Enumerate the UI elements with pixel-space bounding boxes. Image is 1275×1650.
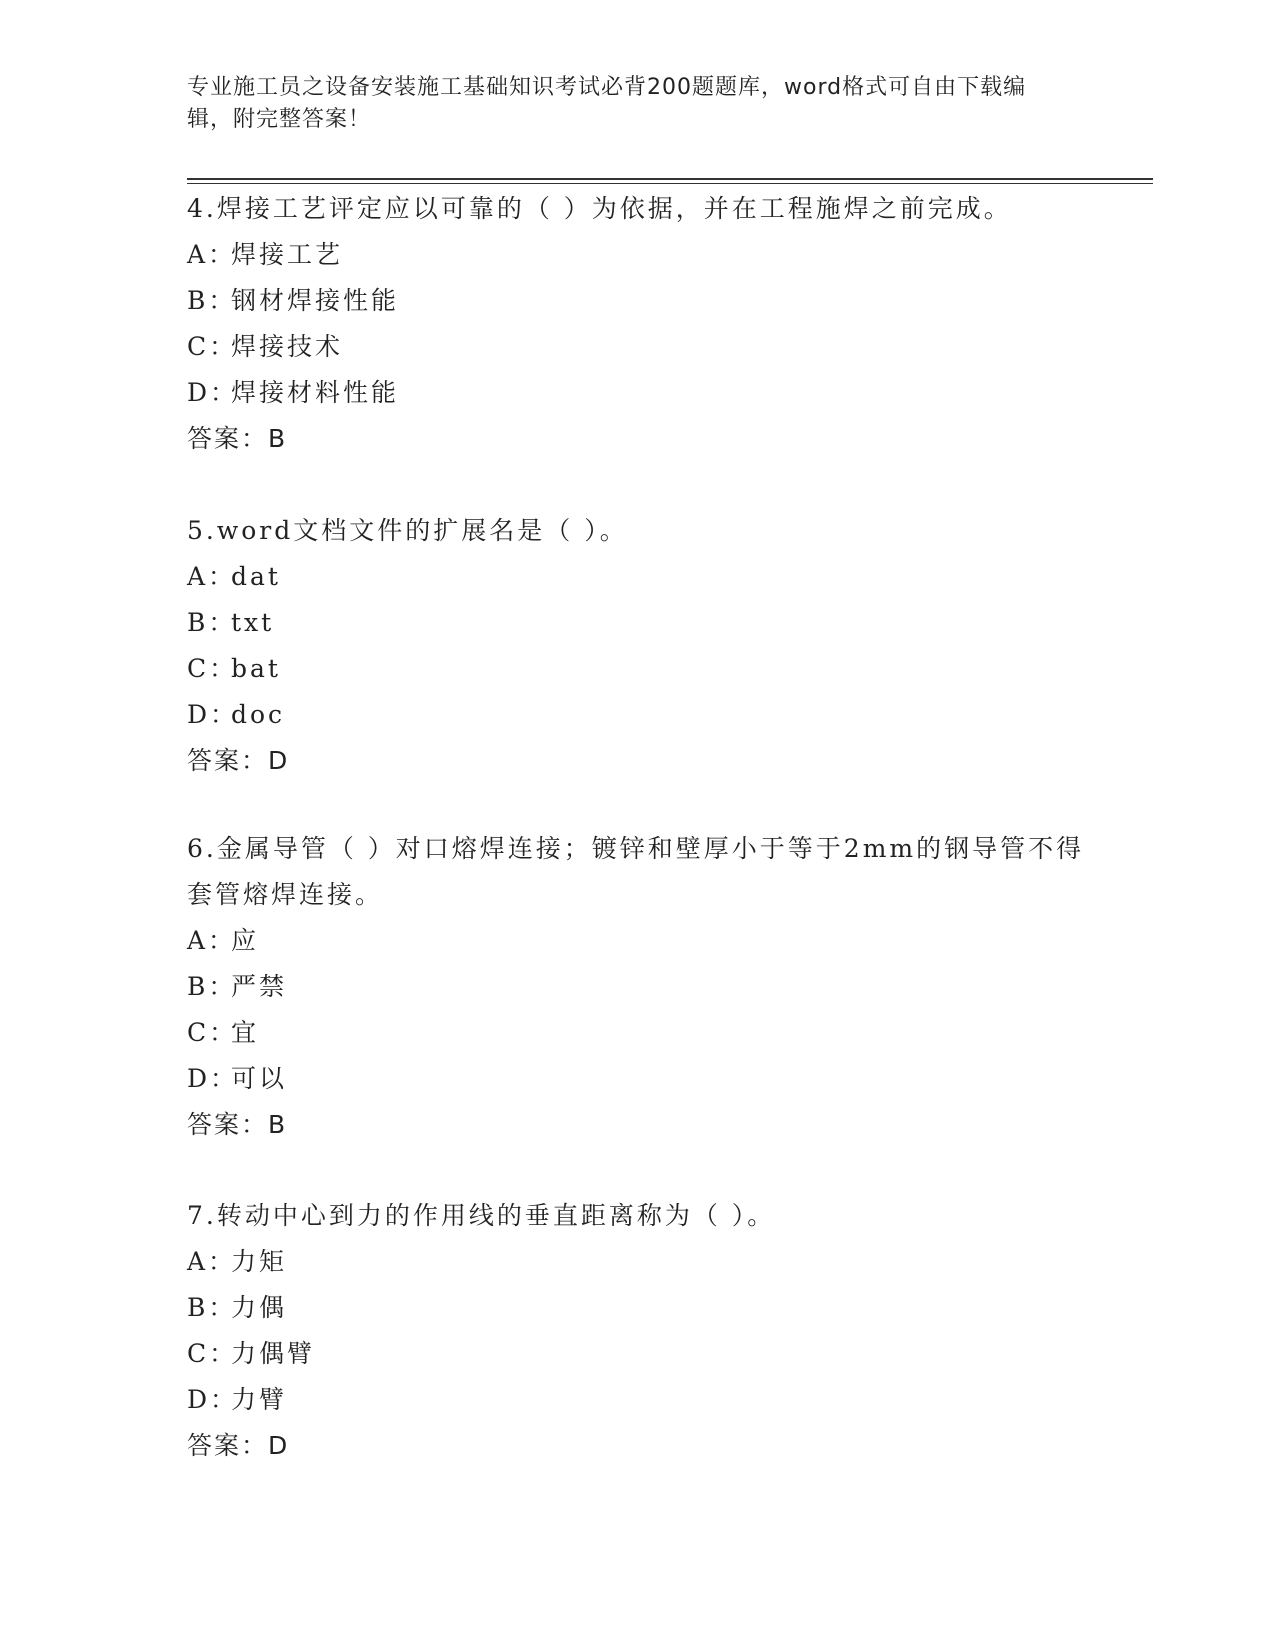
option-text: 应	[231, 926, 260, 955]
option-d	[187, 370, 1087, 416]
option-label: C：	[187, 654, 238, 683]
option-text: txt	[231, 608, 275, 637]
option-b	[187, 964, 1087, 1010]
option-c	[187, 646, 1087, 692]
option-text: 钢材焊接性能	[231, 286, 400, 315]
option-text: dat	[231, 562, 281, 591]
option-b	[187, 1285, 1087, 1331]
option-label: B：	[187, 1293, 237, 1322]
option-text: 力矩	[231, 1247, 288, 1276]
option-text: bat	[231, 654, 281, 683]
option-text: 焊接技术	[231, 332, 344, 361]
option-label: A：	[187, 926, 237, 955]
option-label: B：	[187, 608, 237, 637]
question-block	[187, 826, 1087, 1148]
option-text: 焊接工艺	[231, 240, 344, 269]
option-d	[187, 692, 1087, 738]
option-text: 可以	[231, 1064, 288, 1093]
question-stem: 4.焊接工艺评定应以可靠的（ ）为依据，并在工程施焊之前完成。	[187, 194, 1012, 223]
option-c	[187, 1331, 1087, 1377]
option-c	[187, 324, 1087, 370]
option-label: D：	[187, 700, 239, 729]
option-b	[187, 278, 1087, 324]
option-text: 力偶	[231, 1293, 288, 1322]
option-a	[187, 232, 1087, 278]
option-text: 焊接材料性能	[231, 378, 400, 407]
option-d	[187, 1377, 1087, 1423]
option-label: A：	[187, 562, 237, 591]
question-block	[187, 508, 1087, 784]
option-label: D：	[187, 378, 239, 407]
question-block	[187, 186, 1087, 462]
option-a	[187, 1239, 1087, 1285]
question-stem: 6.金属导管（ ）对口熔焊连接；镀锌和壁厚小于等于2mm的钢导管不得套管熔焊连接。	[187, 834, 1085, 909]
option-label: A：	[187, 1247, 237, 1276]
option-text: 力臂	[231, 1385, 288, 1414]
option-a	[187, 554, 1087, 600]
option-c	[187, 1010, 1087, 1056]
answer-line: 答案：B	[187, 1110, 288, 1139]
header-rule-thin	[187, 183, 1153, 184]
option-label: B：	[187, 972, 237, 1001]
option-label: D：	[187, 1385, 239, 1414]
option-text: 力偶臂	[231, 1339, 316, 1368]
answer-line: 答案：B	[187, 424, 288, 453]
header-rule-thick	[187, 178, 1153, 180]
option-text: 严禁	[231, 972, 288, 1001]
answer-line: 答案：D	[187, 1431, 290, 1460]
option-label: B：	[187, 286, 237, 315]
answer-line: 答案：D	[187, 746, 290, 775]
option-a	[187, 918, 1087, 964]
question-stem: 7.转动中心到力的作用线的垂直距离称为（ ）。	[187, 1201, 776, 1230]
option-text: doc	[231, 700, 286, 729]
question-stem: 5.word文档文件的扩展名是（ ）。	[187, 516, 628, 545]
option-label: C：	[187, 332, 238, 361]
option-label: A：	[187, 240, 237, 269]
document-header: 专业施工员之设备安装施工基础知识考试必背200题题库，word格式可自由下载编辑，附完整答案！	[187, 75, 1027, 132]
option-label: C：	[187, 1339, 238, 1368]
option-label: C：	[187, 1018, 238, 1047]
option-d	[187, 1056, 1087, 1102]
question-block	[187, 1193, 1087, 1469]
option-b	[187, 600, 1087, 646]
option-label: D：	[187, 1064, 239, 1093]
option-text: 宜	[231, 1018, 260, 1047]
